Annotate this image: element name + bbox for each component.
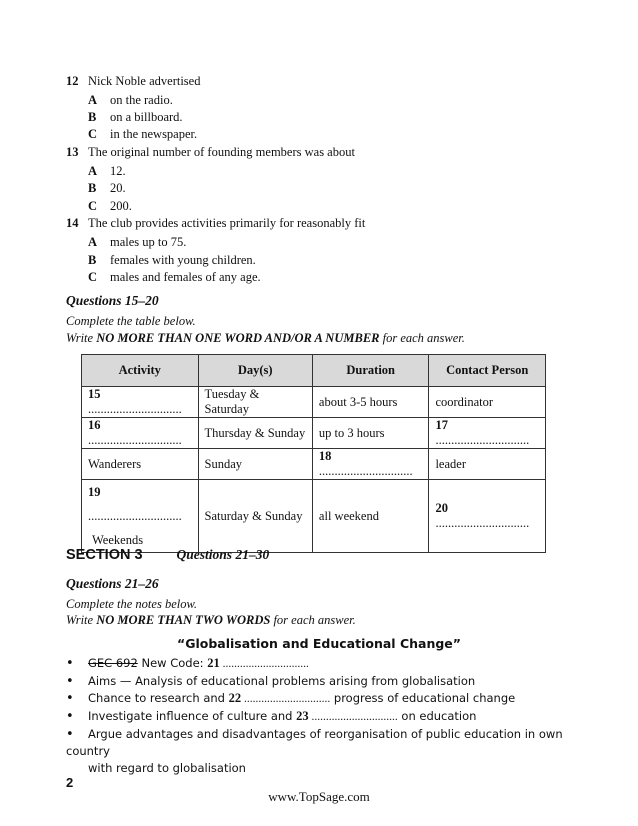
bullet-icon: • — [66, 691, 74, 706]
section-3-heading — [66, 546, 269, 564]
table-header-row — [82, 355, 546, 387]
instruction-prefix: Write — [66, 613, 97, 627]
option-letter: B — [88, 253, 97, 267]
answer-number: 18 — [318, 449, 332, 463]
header-days: Day(s) — [198, 355, 312, 387]
cell-contact: coordinator — [429, 387, 546, 418]
option-letter: A — [88, 93, 98, 107]
answer-blank: .............................. — [308, 711, 398, 723]
questions-15-20-heading: Questions 15–20 — [66, 293, 159, 308]
cell-days: Saturday & Sunday — [198, 480, 312, 553]
option — [88, 180, 126, 196]
cell-activity: Wanderers — [82, 449, 199, 480]
option-text: in the newspaper. — [110, 127, 198, 141]
answer-number: 20 — [435, 501, 448, 515]
option-letter: C — [88, 127, 98, 141]
list-item — [66, 708, 586, 726]
answer-number: 22 — [228, 691, 242, 705]
option — [88, 198, 132, 214]
list-item-continuation: with regard to globalisation — [88, 761, 246, 775]
option — [88, 92, 173, 108]
cell-contact — [429, 480, 546, 553]
answer-blank: .............................. — [435, 516, 530, 530]
bullet-icon: • — [66, 727, 74, 742]
notes-list — [66, 655, 586, 777]
question-text: Nick Noble advertised — [88, 74, 201, 88]
bullet-icon: • — [66, 709, 74, 724]
cell-days: Tuesday & Saturday — [198, 387, 312, 418]
activity-subtext: Weekends — [92, 533, 144, 547]
instruction-bold: NO MORE THAN ONE WORD AND/OR A NUMBER — [96, 331, 380, 345]
table-row — [82, 418, 546, 449]
instruction-complete-table: Complete the table below. — [66, 314, 196, 328]
cell-duration — [312, 449, 429, 480]
notes-title: “Globalisation and Educational Change” — [176, 636, 461, 651]
table-row — [82, 480, 546, 553]
answer-blank: .............................. — [88, 402, 182, 416]
table-row — [82, 449, 546, 480]
option-letter: B — [88, 181, 97, 195]
header-contact: Contact Person — [429, 355, 546, 387]
cell-activity — [82, 418, 199, 449]
table-row — [82, 387, 546, 418]
cell-duration: about 3-5 hours — [312, 387, 429, 418]
cell-activity — [82, 480, 199, 553]
question-text: The club provides activities primarily for reasonably fit — [88, 216, 366, 230]
questions-21-26-heading: Questions 21–26 — [66, 576, 159, 591]
question-14 — [66, 215, 365, 231]
question-number: 13 — [66, 145, 79, 159]
option — [88, 234, 186, 250]
option-letter: A — [88, 235, 98, 249]
option-text: 20. — [110, 181, 126, 195]
activities-table — [81, 354, 546, 553]
cell-days: Sunday — [198, 449, 312, 480]
section-range: Questions 21–30 — [176, 547, 270, 562]
question-text: The original number of founding members was about — [88, 145, 355, 159]
list-item — [66, 673, 586, 690]
header-activity: Activity — [82, 355, 199, 387]
option-text: males up to 75. — [110, 235, 187, 249]
list-item — [66, 726, 586, 760]
list-item — [66, 655, 586, 673]
question-number: 14 — [66, 216, 79, 230]
option — [88, 163, 126, 179]
option-text: females with young children. — [110, 253, 256, 267]
answer-number: 21 — [207, 656, 220, 670]
option — [88, 109, 183, 125]
note-text: Aims — Analysis of educational problems arising from globalisation — [88, 674, 476, 688]
header-duration: Duration — [312, 355, 429, 387]
answer-number: 19 — [88, 485, 101, 499]
struck-text: GEC 692 — [88, 656, 138, 670]
option-text: males and females of any age. — [110, 270, 261, 284]
instruction-bold: NO MORE THAN TWO WORDS — [96, 613, 271, 627]
cell-contact: leader — [429, 449, 546, 480]
option-text: 12. — [110, 164, 126, 178]
cell-days: Thursday & Sunday — [198, 418, 312, 449]
option — [88, 126, 197, 142]
instruction-word-limit — [66, 613, 356, 628]
option-letter: C — [88, 270, 98, 284]
cell-duration: all weekend — [312, 480, 429, 553]
option-text: on the radio. — [110, 93, 173, 107]
footer-url: www.TopSage.com — [268, 789, 370, 804]
answer-number: 17 — [435, 418, 448, 432]
option-letter: C — [88, 199, 98, 213]
question-number: 12 — [66, 74, 79, 88]
question-13 — [66, 144, 355, 160]
option-text: on a billboard. — [110, 110, 183, 124]
note-text-tail: on education — [397, 709, 477, 723]
note-text: New Code: — [137, 656, 208, 670]
cell-contact — [429, 418, 546, 449]
answer-blank: .............................. — [219, 658, 309, 670]
answer-number: 15 — [88, 387, 101, 401]
answer-number: 23 — [296, 709, 309, 723]
instruction-complete-notes: Complete the notes below. — [66, 597, 197, 611]
option — [88, 269, 261, 285]
note-text: Chance to research and — [88, 691, 229, 705]
answer-blank: .............................. — [318, 464, 413, 478]
option-letter: B — [88, 110, 97, 124]
cell-activity — [82, 387, 199, 418]
bullet-icon: • — [66, 656, 74, 671]
note-text: Investigate influence of culture and — [88, 709, 297, 723]
instruction-suffix: for each answer. — [270, 613, 356, 627]
page-number: 2 — [66, 775, 74, 790]
note-text-tail: progress of educational change — [330, 691, 516, 705]
option-text: 200. — [110, 199, 132, 213]
answer-blank: .............................. — [88, 509, 182, 523]
instruction-word-limit — [66, 331, 465, 346]
answer-blank: .............................. — [241, 693, 331, 705]
option-letter: A — [88, 164, 98, 178]
bullet-icon: • — [66, 674, 74, 689]
answer-blank: .............................. — [435, 433, 530, 447]
option — [88, 252, 256, 268]
list-item — [66, 690, 586, 708]
answer-blank: .............................. — [88, 433, 182, 447]
question-12 — [66, 73, 200, 89]
answer-number: 16 — [88, 418, 101, 432]
note-text: Argue advantages and disadvantages of reorganisation of public education in own country — [66, 727, 563, 758]
instruction-suffix: for each answer. — [379, 331, 465, 345]
instruction-prefix: Write — [66, 331, 97, 345]
section-label: SECTION 3 — [66, 547, 143, 563]
cell-duration: up to 3 hours — [312, 418, 429, 449]
